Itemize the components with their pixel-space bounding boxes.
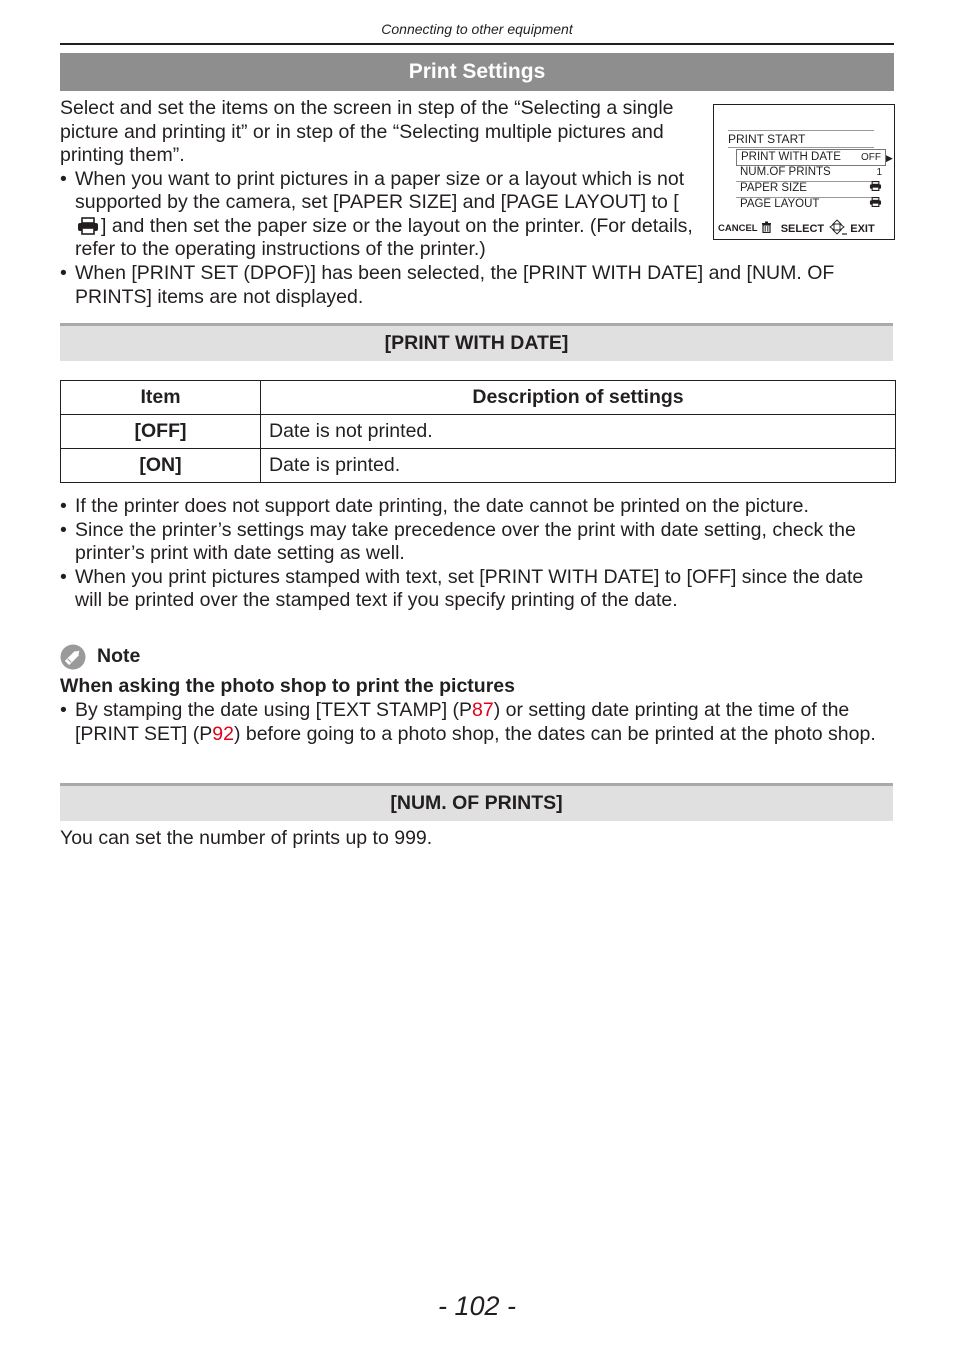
screen-row-num-prints [736, 165, 886, 180]
exit-label: EXIT [850, 222, 875, 235]
num-of-prints-heading: [NUM. OF PRINTS] [60, 783, 893, 821]
screen-row-label: NUM.OF PRINTS [740, 166, 831, 178]
intro-block [60, 97, 700, 262]
list-item: • Since the printer’s settings may take precedence over the print with date setting, check the printer’s print with date setting as well. [60, 519, 894, 566]
right-arrow-icon: ▶ [886, 153, 893, 163]
table-header-description: Description of settings [261, 381, 896, 415]
screen-row-value: OFF [861, 152, 881, 163]
printer-icon [77, 217, 99, 235]
printer-icon [869, 181, 882, 196]
screen-row-page-layout [736, 197, 886, 212]
table-row [61, 449, 896, 483]
pencil-icon [60, 644, 86, 670]
screen-row-paper-size [736, 181, 886, 196]
screen-divider [728, 130, 874, 131]
note-heading [60, 643, 140, 670]
intro-bullet-dpof-block [60, 262, 894, 309]
screen-row-label: PAGE LAYOUT [740, 198, 820, 210]
list-item: • When you print pictures stamped with text, set [PRINT WITH DATE] to [OFF] since the date will be printed over the stamped text if you specify printing of the date. [60, 566, 894, 613]
intro-bullet-printer [60, 168, 700, 262]
screen-title: PRINT START [728, 132, 806, 146]
note-body [60, 699, 894, 746]
print-with-date-table [60, 380, 896, 483]
bullet-text-before: When you want to print pictures in a paper size or a layout which is not supported by the camera, set [PAPER SIZE] and [PAGE LAYOUT] to [ [75, 167, 685, 213]
list-item: • If the printer does not support date printing, the date cannot be printed on the picture. [60, 495, 894, 519]
screen-row-label: PAPER SIZE [740, 182, 807, 194]
screen-row-value: 1 [876, 167, 882, 178]
table-header-row [61, 381, 896, 415]
trash-icon [761, 221, 772, 236]
note-label: Note [97, 645, 141, 667]
table-header-item: Item [61, 381, 261, 415]
page-ref-link[interactable]: 92 [212, 722, 234, 745]
table-cell-description: Date is not printed. [261, 415, 896, 449]
num-of-prints-text: You can set the number of prints up to 999. [60, 827, 433, 849]
printer-icon [869, 197, 882, 212]
header-rule [60, 43, 894, 45]
print-with-date-heading: [PRINT WITH DATE] [60, 323, 893, 361]
table-row [61, 415, 896, 449]
table-cell-description: Date is printed. [261, 449, 896, 483]
screen-divider [728, 147, 874, 148]
camera-screen [713, 104, 895, 240]
select-label: SELECT [780, 222, 825, 235]
note-text-c: ) before going to a photo shop, the dates can be printed at the photo shop. [233, 722, 876, 745]
print-with-date-notes [60, 495, 894, 613]
screen-row-print-with-date [736, 149, 886, 166]
intro-bullet-dpof: • When [PRINT SET (DPOF)] has been selected, the [PRINT WITH DATE] and [NUM. OF PRINTS] items are not displayed. [60, 262, 894, 309]
page-ref-link[interactable]: 87 [472, 699, 494, 721]
cancel-label: CANCEL [718, 223, 758, 234]
note-text-a: By stamping the date using [TEXT STAMP] (P [75, 699, 473, 721]
chapter-header: Connecting to other equipment [381, 21, 573, 37]
intro-paragraph: Select and set the items on the screen in step of the “Selecting a single picture and printing it” or in step of the “Selecting multiple pictures and printing them”. [60, 97, 674, 166]
note-text-b: ) or setting date printing at the time of the [PRINT SET] (P [75, 699, 850, 745]
screen-footer [718, 219, 875, 238]
list-item [60, 699, 894, 746]
page-number: - 102 - [437, 1291, 517, 1321]
note-subheading: When asking the photo shop to print the pictures [60, 675, 515, 697]
dpad-icon [827, 219, 847, 238]
table-cell-item: [ON] [61, 449, 261, 483]
section-title: Print Settings [60, 53, 894, 91]
bullet-text-after: ] and then set the paper size or the layout on the printer. (For details, refer to the operating instructions of the printer.) [75, 214, 693, 260]
table-cell-item: [OFF] [61, 415, 261, 449]
screen-row-label: PRINT WITH DATE [741, 151, 841, 163]
